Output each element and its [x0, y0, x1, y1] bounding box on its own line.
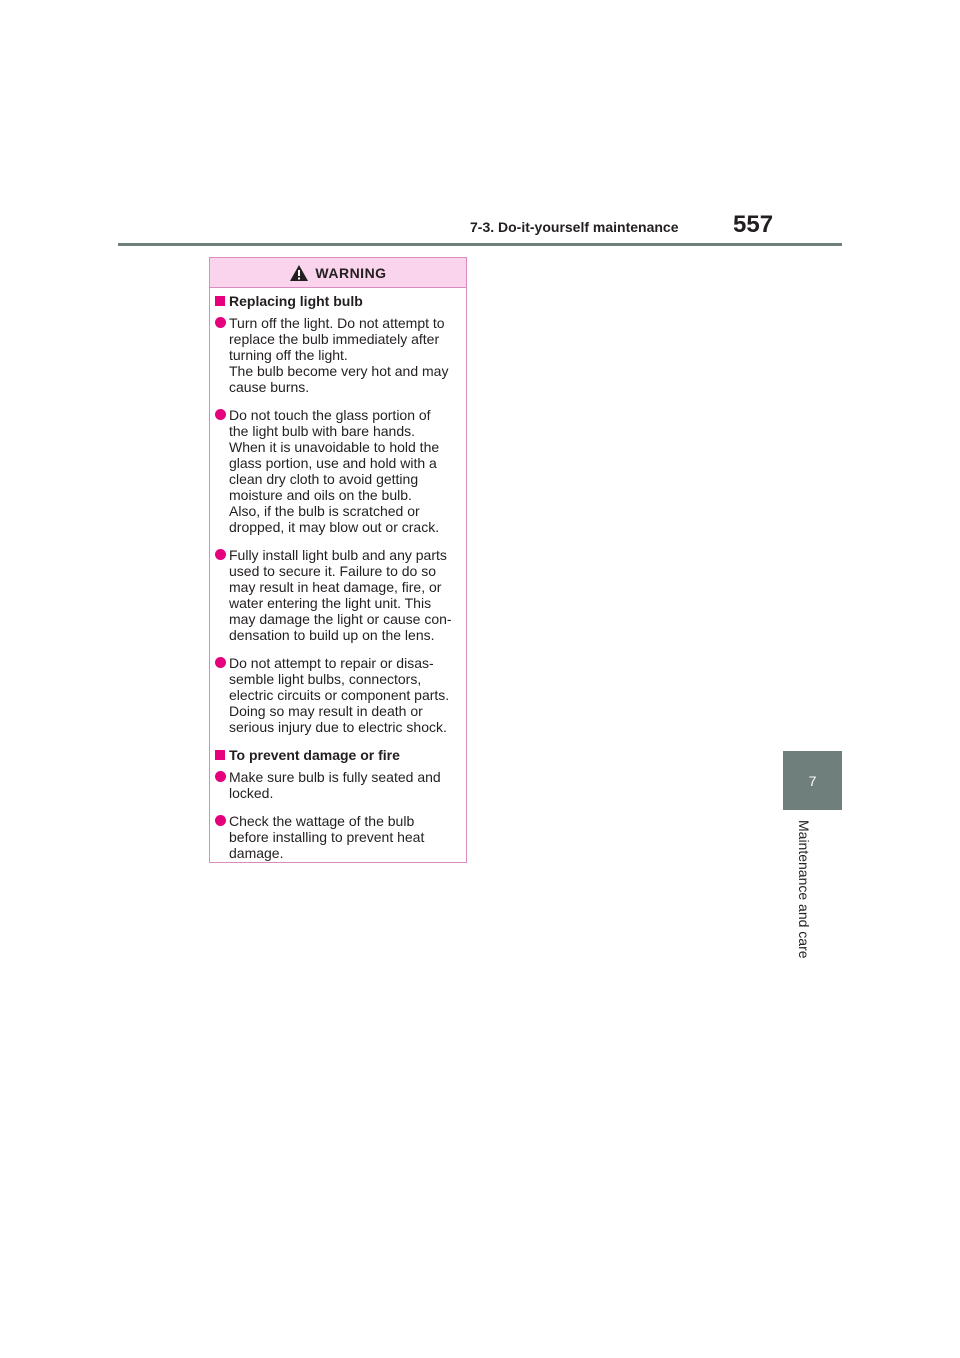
square-bullet-icon [215, 750, 225, 760]
list-item-text: Do not attempt to repair or disas- semble light bulbs, connectors, electric circuits or component parts. Doing so may result in death or serious injury due to electric shock. [229, 655, 450, 735]
chapter-title: Maintenance and care [796, 820, 812, 959]
list-item-text: Turn off the light. Do not attempt to replace the bulb immediately after turning off the light. The bulb become very hot and may cause burns. [229, 315, 449, 395]
dot-bullet-icon [215, 771, 226, 782]
list-item [215, 315, 458, 395]
dot-bullet-icon [215, 549, 226, 560]
list-item [215, 655, 458, 735]
list-item-text: Fully install light bulb and any parts used to secure it. Failure to do so may result in heat damage, fire, or water entering the light unit. This may damage the light or cause con- densation to build up on the lens. [229, 547, 452, 643]
warning-title: WARNING [315, 264, 387, 281]
dot-bullet-icon [215, 409, 226, 420]
list-item-text: Check the wattage of the bulb before installing to prevent heat damage. [229, 813, 425, 861]
list-item [215, 769, 458, 801]
section-heading-text: Replacing light bulb [229, 293, 363, 309]
header-divider [118, 243, 842, 246]
chapter-number: 7 [808, 772, 817, 789]
list-item [215, 547, 458, 643]
section-heading-text: To prevent damage or fire [229, 747, 400, 763]
list-item-text: Make sure bulb is fully seated and locked. [229, 769, 441, 801]
dot-bullet-icon [215, 657, 226, 668]
list-item [215, 407, 458, 535]
list-item-text: Do not touch the glass portion of the light bulb with bare hands. When it is unavoidable to hold the glass portion, use and hold with a clean dry cloth to avoid getting moisture and oils on the bulb. Also, if the bulb is scratched or dropped, it may blow out or crack. [229, 407, 440, 535]
chapter-tab [783, 751, 842, 810]
page-number: 557 [733, 211, 774, 238]
section-heading [215, 747, 458, 763]
warning-body [210, 288, 466, 861]
warning-box [209, 257, 467, 863]
dot-bullet-icon [215, 815, 226, 826]
square-bullet-icon [215, 296, 225, 306]
section-title: 7-3. Do-it-yourself maintenance [470, 219, 679, 235]
section-heading [215, 293, 458, 309]
list-item [215, 813, 458, 861]
warning-triangle-icon [289, 264, 309, 282]
dot-bullet-icon [215, 317, 226, 328]
warning-header [210, 258, 466, 288]
